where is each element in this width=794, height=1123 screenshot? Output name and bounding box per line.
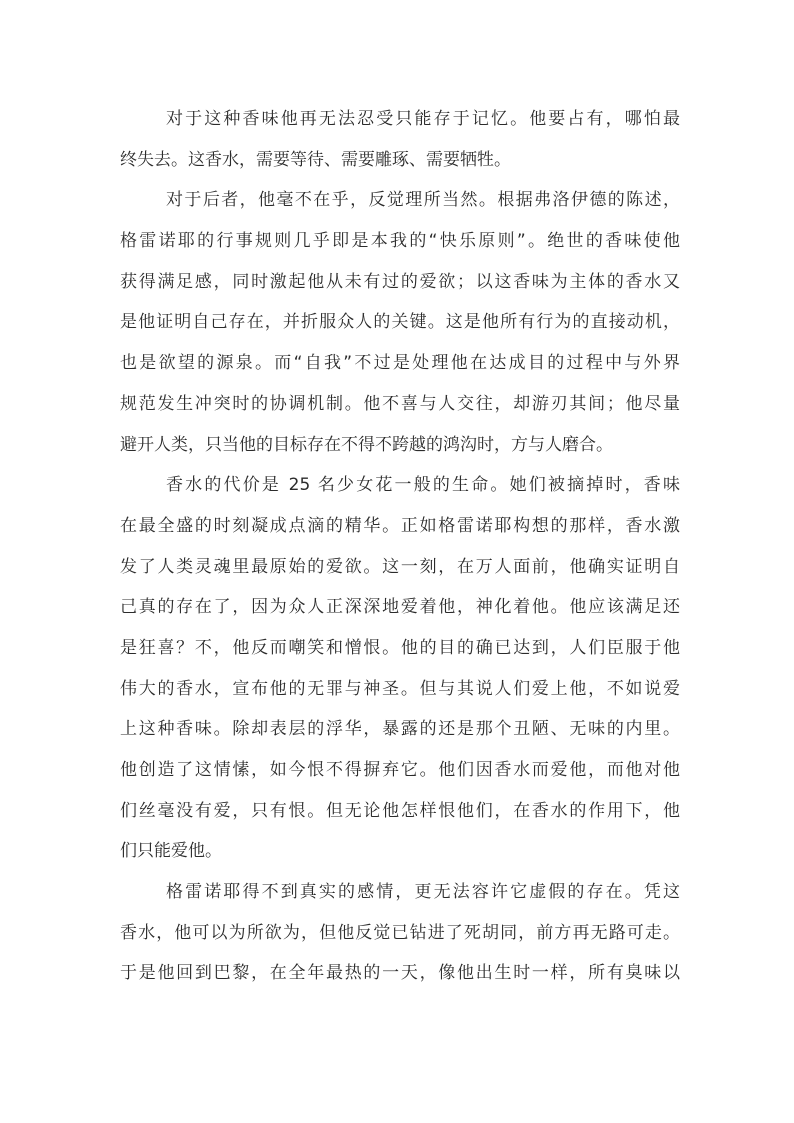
text-line: 也是欲望的源泉。而“自我”不过是处理他在达成目的过程中与外界: [120, 353, 680, 374]
text-line: 香水，他可以为所欲为，但他反觉已钻进了死胡同，前方再无路可走。: [120, 922, 680, 943]
text-line: 伟大的香水，宣布他的无罪与神圣。但与其说人们爱上他，不如说爱: [120, 678, 680, 699]
text-line: 格雷诺耶的行事规则几乎即是本我的“快乐原则”。绝世的香味使他: [120, 231, 680, 252]
text-line: 对于后者，他毫不在乎，反觉理所当然。根据弗洛伊德的陈述，: [166, 190, 680, 211]
text-line: 发了人类灵魂里最原始的爱欲。这一刻，在万人面前，他确实证明自: [120, 556, 680, 577]
text-line: 避开人类，只当他的目标存在不得不跨越的鸿沟时，方与人磨合。: [120, 434, 613, 455]
text-line: 上这种香味。除却表层的浮华，暴露的还是那个丑陋、无味的内里。: [120, 719, 680, 740]
document-body: [120, 99, 680, 994]
paragraph-3: [120, 465, 680, 872]
paragraph-2: [120, 180, 680, 465]
text-line: 于是他回到巴黎，在全年最热的一天，像他出生时一样，所有臭味以: [120, 963, 680, 984]
paragraph-4: [120, 872, 680, 994]
text-line: 在最全盛的时刻凝成点滴的精华。正如格雷诺耶构想的那样，香水激: [120, 515, 680, 536]
text-line: 他创造了这情愫，如今恨不得摒弃它。他们因香水而爱他，而他对他: [120, 760, 680, 780]
text-line: 终失去。这香水，需要等待、需要雕琢、需要牺牲。: [120, 149, 511, 170]
text-line: 获得满足感，同时激起他从未有过的爱欲；以这香味为主体的香水又: [120, 271, 680, 292]
text-line: 香水的代价是 25 名少女花一般的生命。她们被摘掉时，香味: [166, 475, 680, 496]
text-line: 对于这种香味他再无法忍受只能存于记忆。他要占有，哪怕最: [166, 109, 680, 129]
paragraph-1: [120, 99, 680, 180]
text-line: 格雷诺耶得不到真实的感情，更无法容许它虚假的存在。凭这: [166, 882, 680, 903]
text-line: 们丝毫没有爱，只有恨。但无论他怎样恨他们，在香水的作用下，他: [120, 800, 680, 821]
text-line: 们只能爱他。: [120, 841, 222, 862]
text-line: 规范发生冲突时的协调机制。他不喜与人交往，却游刃其间；他尽量: [120, 393, 680, 414]
text-line: 是他证明自己存在，并折服众人的关键。这是他所有行为的直接动机，: [120, 312, 680, 333]
text-line: 是狂喜？不，他反而嘲笑和憎恨。他的目的确已达到，人们臣服于他: [120, 637, 680, 658]
text-line: 己真的存在了，因为众人正深深地爱着他，神化着他。他应该满足还: [120, 597, 680, 618]
